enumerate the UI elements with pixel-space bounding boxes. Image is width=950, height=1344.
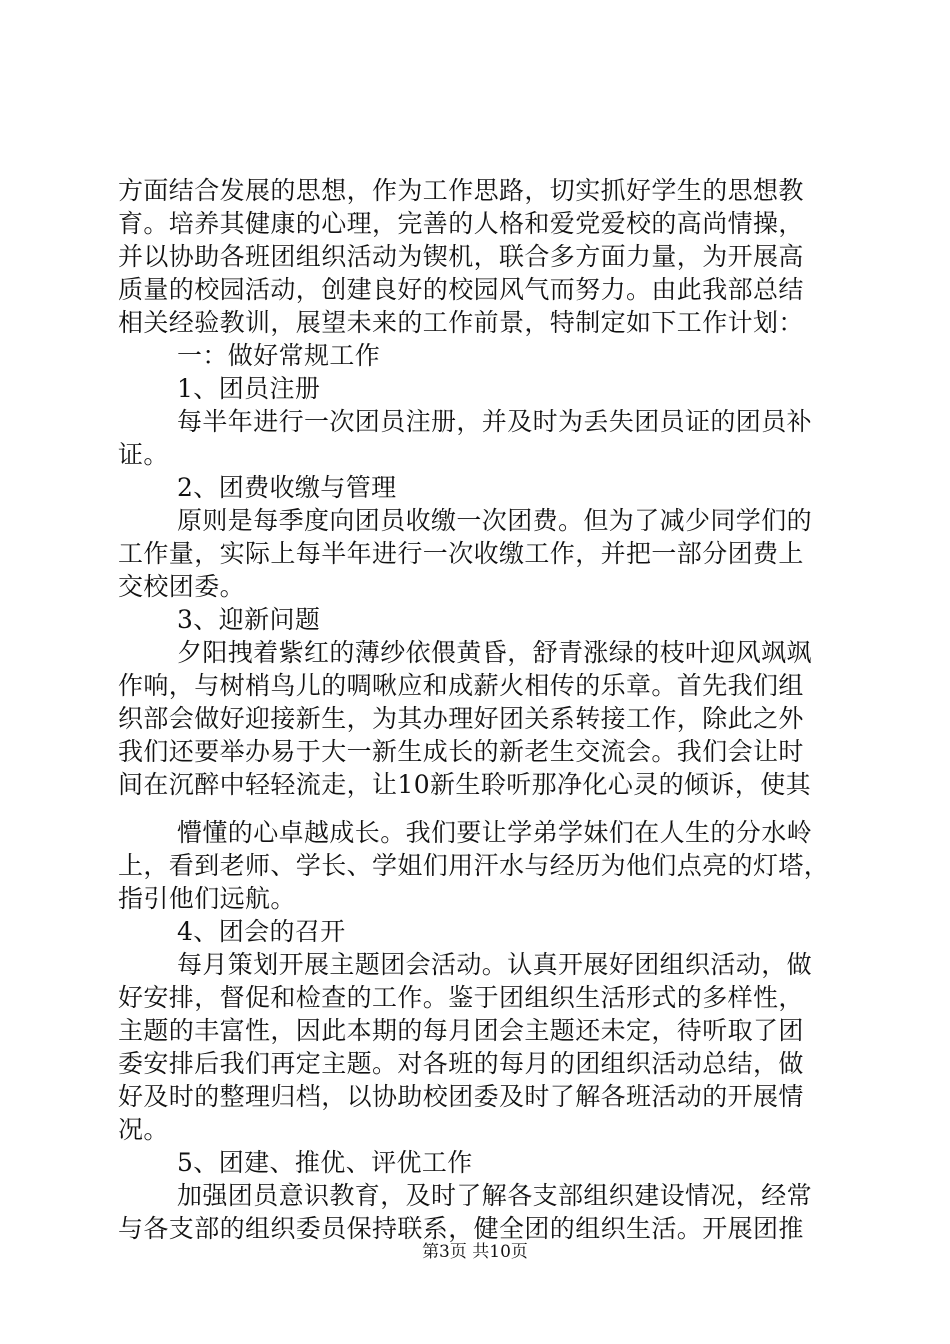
body-line: 委安排后我们再定主题。对各班的每月的团组织活动总结，做 <box>118 1049 804 1078</box>
subsection-heading: 3、迎新问题 <box>177 605 321 634</box>
subsection-heading: 5、团建、推优、评优工作 <box>177 1148 473 1177</box>
body-line: 证。 <box>118 440 169 469</box>
body-line: 织部会做好迎接新生，为其办理好团关系转接工作，除此之外 <box>118 704 804 733</box>
subsection-heading: 4、团会的召开 <box>177 917 346 946</box>
body-line: 指引他们远航。 <box>118 884 296 913</box>
body-line: 好及时的整理归档，以协助校团委及时了解各班活动的开展情 <box>118 1082 804 1111</box>
subsection-heading: 2、团费收缴与管理 <box>177 473 397 502</box>
body-line: 工作量，实际上每半年进行一次收缴工作，并把一部分团费上 <box>118 539 804 568</box>
body-line: 方面结合发展的思想，作为工作思路，切实抓好学生的思想教 <box>118 176 804 205</box>
body-line: 夕阳拽着紫红的薄纱依偎黄昏，舒青涨绿的枝叶迎风飒飒 <box>177 638 813 667</box>
page-number-footer: 第3页 共10页 <box>422 1242 528 1262</box>
body-line: 育。培养其健康的心理，完善的人格和爱党爱校的高尚情操， <box>118 209 804 238</box>
body-line: 原则是每季度向团员收缴一次团费。但为了减少同学们的 <box>177 506 813 535</box>
body-line: 并以协助各班团组织活动为锲机，联合多方面力量，为开展高 <box>118 242 804 271</box>
body-line: 作响，与树梢鸟儿的啁啾应和成薪火相传的乐章。首先我们组 <box>118 671 804 700</box>
subsection-heading: 1、团员注册 <box>177 374 321 403</box>
body-line: 每月策划开展主题团会活动。认真开展好团组织活动，做 <box>177 950 813 979</box>
body-line: 主题的丰富性，因此本期的每月团会主题还未定，待听取了团 <box>118 1016 804 1045</box>
body-line: 与各支部的组织委员保持联系，健全团的组织生活。开展团推 <box>118 1214 804 1243</box>
body-line: 加强团员意识教育，及时了解各支部组织建设情况，经常 <box>177 1181 813 1210</box>
body-line: 质量的校园活动，创建良好的校园风气而努力。由此我部总结 <box>118 275 804 304</box>
body-line: 况。 <box>118 1115 169 1144</box>
body-line: 间在沉醉中轻轻流走，让10新生聆听那净化心灵的倾诉，使其 <box>118 770 812 799</box>
body-line: 相关经验教训，展望未来的工作前景，特制定如下工作计划： <box>118 308 804 337</box>
body-line: 上，看到老师、学长、学姐们用汗水与经历为他们点亮的灯塔， <box>118 851 830 880</box>
section-heading: 一：做好常规工作 <box>177 341 381 370</box>
body-line: 好安排，督促和检查的工作。鉴于团组织生活形式的多样性， <box>118 983 804 1012</box>
body-line: 交校团委。 <box>118 572 246 601</box>
body-line: 懵懂的心卓越成长。我们要让学弟学妹们在人生的分水岭 <box>177 818 813 847</box>
body-line: 我们还要举办易于大一新生成长的新老生交流会。我们会让时 <box>118 737 804 766</box>
body-line: 每半年进行一次团员注册，并及时为丢失团员证的团员补 <box>177 407 813 436</box>
